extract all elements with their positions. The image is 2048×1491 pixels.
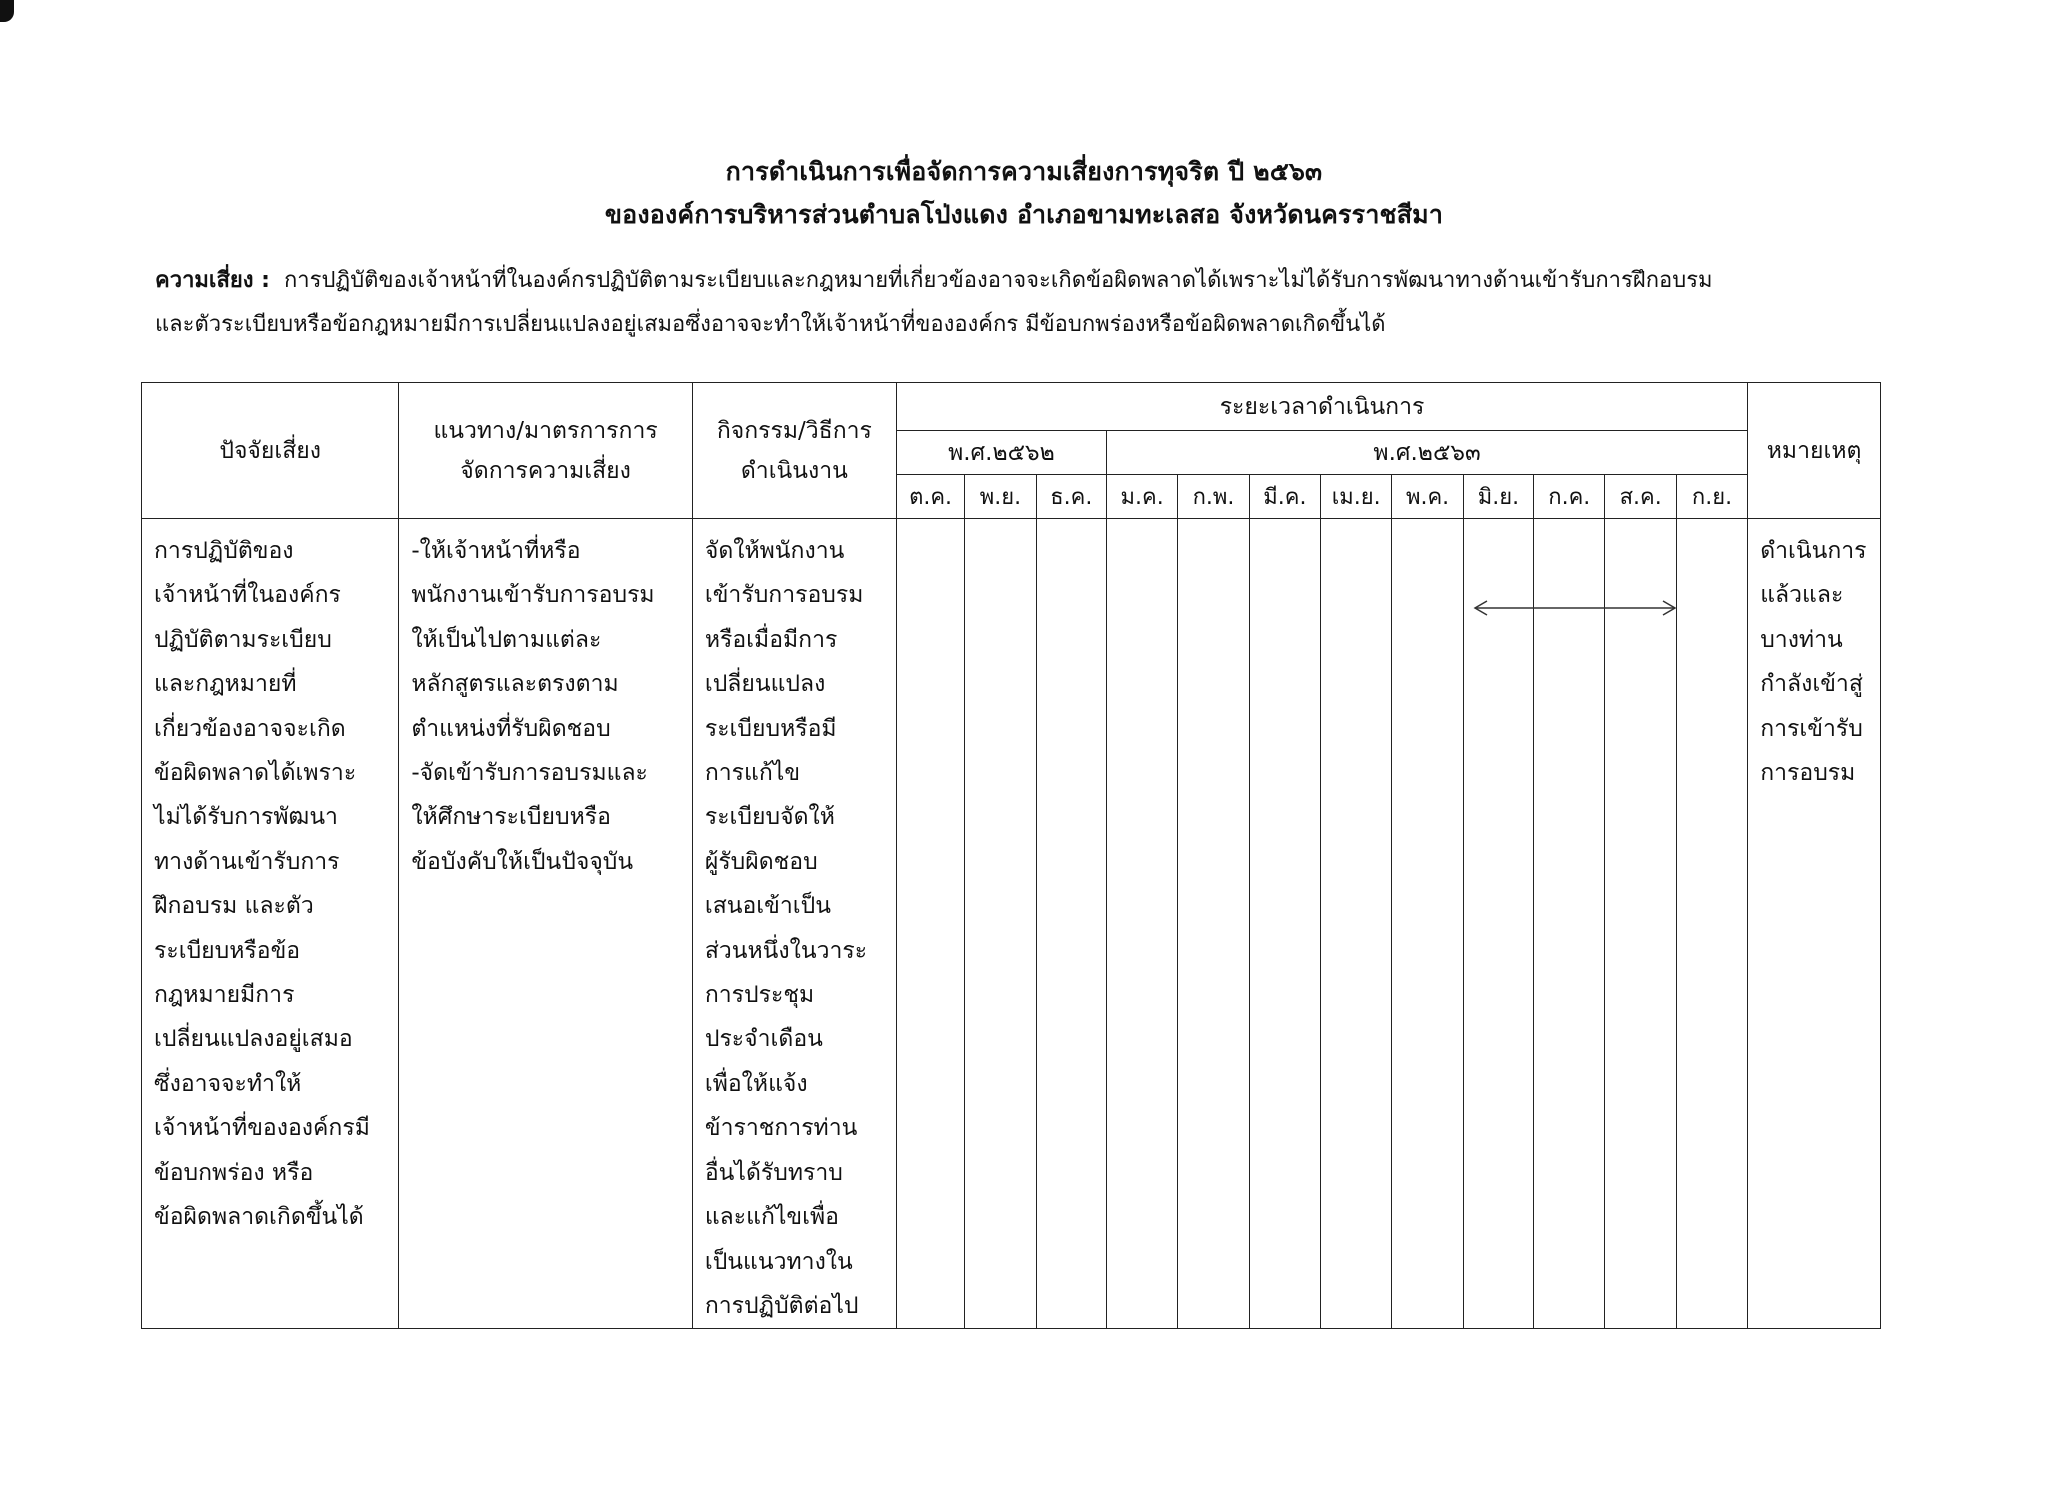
text-line: การประชุม [704, 982, 815, 1009]
header-activities [692, 383, 896, 519]
cell-risk-factor [142, 519, 399, 1329]
risk-statement-line-1 [155, 259, 1875, 303]
text-line: ข้อผิดพลาดเกิดขึ้นได้ [154, 1204, 364, 1231]
month-jun: มิ.ย. [1463, 475, 1533, 519]
measures-lines [399, 519, 692, 884]
document-subtitle: ขององค์การบริหารส่วนตำบลโป่งแดง อำเภอขามทะเลสอ จังหวัดนครราชสีมา [604, 200, 1444, 229]
text-line: ดำเนินการ [1760, 538, 1867, 564]
text-line: ผู้รับผิดชอบ [704, 848, 818, 875]
text-line: ระเบียบจัดให้ [704, 804, 835, 831]
month-may: พ.ค. [1392, 475, 1463, 519]
text-line: ระเบียบหรือมี [704, 715, 837, 742]
text-line: และกฎหมายที่ [154, 671, 297, 698]
text-line: เกี่ยวข้องอาจจะเกิด [154, 715, 346, 742]
month-mar: มี.ค. [1249, 475, 1320, 519]
timeline-cell-mar [1249, 519, 1320, 1329]
month-apr: เม.ย. [1321, 475, 1392, 519]
header-year-2563: พ.ศ.๒๕๖๓ [1106, 431, 1747, 475]
timeline-cell-nov [965, 519, 1036, 1329]
text-line: เปลี่ยนแปลง [704, 671, 826, 698]
header-measures-line-2: จัดการความเสี่ยง [460, 457, 631, 484]
header-year-2562: พ.ศ.๒๕๖๒ [896, 431, 1106, 475]
text-line: การเข้ารับ [1760, 715, 1863, 742]
text-line: เข้ารับการอบรม [704, 582, 864, 609]
risk-text-2: และตัวระเบียบหรือข้อกฎหมายมีการเปลี่ยนแปลงอยู่เสมอซึ่งอาจจะทำให้เจ้าหน้าที่ขององค์กร มีข้อบกพร่องหรือข้อผิดพลาดเกิดขึ้นได้ [155, 312, 1386, 337]
timeline-cell-jan [1106, 519, 1177, 1329]
text-line: แล้วและ [1760, 582, 1844, 609]
cell-remarks [1748, 519, 1881, 1329]
risk-label: ความเสี่ยง : [155, 268, 270, 293]
text-line: หรือเมื่อมีการ [704, 626, 838, 653]
text-line: ให้เป็นไปตามแต่ละ [411, 626, 602, 653]
text-line: ข้าราชการท่าน [704, 1115, 858, 1142]
month-jul: ก.ค. [1534, 475, 1605, 519]
text-line: เพื่อให้แจ้ง [704, 1070, 808, 1097]
text-line: เจ้าหน้าที่ในองค์กร [154, 582, 341, 609]
month-sep: ก.ย. [1676, 475, 1747, 519]
text-line: ฝึกอบรม และตัว [154, 893, 314, 920]
month-feb: ก.พ. [1178, 475, 1249, 519]
text-line: ข้อบกพร่อง หรือ [154, 1159, 314, 1186]
text-line: ทางด้านเข้ารับการ [154, 848, 340, 875]
header-measures-line-1: แนวทาง/มาตรการการ [433, 417, 658, 444]
month-jan: ม.ค. [1106, 475, 1177, 519]
text-line: พนักงานเข้ารับการอบรม [411, 582, 655, 609]
timeline-cell-aug [1605, 519, 1676, 1329]
table-row [142, 519, 1881, 1329]
timeline-cell-dec [1036, 519, 1106, 1329]
scan-edge-mark [0, 0, 14, 22]
month-dec: ธ.ค. [1036, 475, 1106, 519]
month-oct: ต.ค. [896, 475, 964, 519]
text-line: ปฏิบัติตามระเบียบ [154, 626, 332, 653]
text-line: ข้อบังคับให้เป็นปัจจุบัน [411, 848, 634, 875]
text-line: เปลี่ยนแปลงอยู่เสมอ [154, 1026, 353, 1053]
header-risk-factor: ปัจจัยเสี่ยง [142, 383, 399, 519]
header-activities-line-1: กิจกรรม/วิธีการ [716, 417, 872, 444]
risk-factor-lines [142, 519, 398, 1240]
text-line: ซึ่งอาจจะทำให้ [154, 1070, 302, 1097]
text-line: -ให้เจ้าหน้าที่หรือ [411, 538, 581, 564]
cell-measures [399, 519, 693, 1329]
timeline-arrow-icon [1473, 600, 1677, 616]
text-line: กำลังเข้าสู่ [1760, 671, 1863, 698]
header-activities-line-2: ดำเนินงาน [740, 457, 848, 484]
header-remarks: หมายเหตุ [1748, 383, 1881, 519]
remarks-lines [1748, 519, 1880, 795]
text-line: -จัดเข้ารับการอบรมและ [411, 760, 648, 787]
text-line: เจ้าหน้าที่ขององค์กรมี [154, 1115, 370, 1142]
month-aug: ส.ค. [1605, 475, 1676, 519]
header-measures [399, 383, 693, 519]
header-period: ระยะเวลาดำเนินการ [896, 383, 1747, 431]
timeline-cell-apr [1321, 519, 1392, 1329]
text-line: ไม่ได้รับการพัฒนา [154, 804, 338, 831]
activities-lines [693, 519, 896, 1328]
text-line: การอบรม [1760, 760, 1856, 787]
document-title: การดำเนินการเพื่อจัดการความเสี่ยงการทุจริต ปี ๒๕๖๓ [725, 157, 1323, 186]
timeline-cell-oct [896, 519, 964, 1329]
text-line: เสนอเข้าเป็น [704, 893, 831, 920]
text-line: บางท่าน [1760, 626, 1843, 653]
risk-text-1: การปฏิบัติของเจ้าหน้าที่ในองค์กรปฏิบัติตามระเบียบและกฎหมายที่เกี่ยวข้องอาจจะเกิดข้อผิดพลาดได้เพราะไม่ได้รับการพัฒนาทางด้านเข้ารับการฝึกอบรม [283, 268, 1713, 293]
text-line: กฎหมายมีการ [154, 982, 295, 1009]
text-line: ประจำเดือน [704, 1026, 823, 1053]
timeline-cell-feb [1178, 519, 1249, 1329]
timeline-cell-may [1392, 519, 1463, 1329]
text-line: อื่นได้รับทราบ [704, 1159, 843, 1186]
risk-plan-table [141, 382, 1881, 1329]
text-line: ข้อผิดพลาดได้เพราะ [154, 760, 357, 787]
text-line: เป็นแนวทางใน [704, 1248, 853, 1275]
text-line: การปฏิบัติต่อไป [704, 1292, 859, 1319]
timeline-cell-jun [1463, 519, 1533, 1329]
text-line: จัดให้พนักงาน [704, 538, 845, 564]
text-line: ตำแหน่งที่รับผิดชอบ [411, 715, 611, 742]
text-line: และแก้ไขเพื่อ [704, 1204, 839, 1231]
timeline-cell-jul [1534, 519, 1605, 1329]
text-line: หลักสูตรและตรงตาม [411, 671, 619, 698]
text-line: ระเบียบหรือข้อ [154, 937, 301, 964]
cell-activities [692, 519, 896, 1329]
risk-statement [155, 259, 1875, 347]
month-nov: พ.ย. [965, 475, 1036, 519]
timeline-cell-sep [1676, 519, 1747, 1329]
text-line: ให้ศึกษาระเบียบหรือ [411, 804, 611, 831]
text-line: ส่วนหนึ่งในวาระ [704, 937, 868, 964]
text-line: การแก้ไข [704, 760, 801, 787]
text-line: การปฏิบัติของ [154, 538, 294, 564]
